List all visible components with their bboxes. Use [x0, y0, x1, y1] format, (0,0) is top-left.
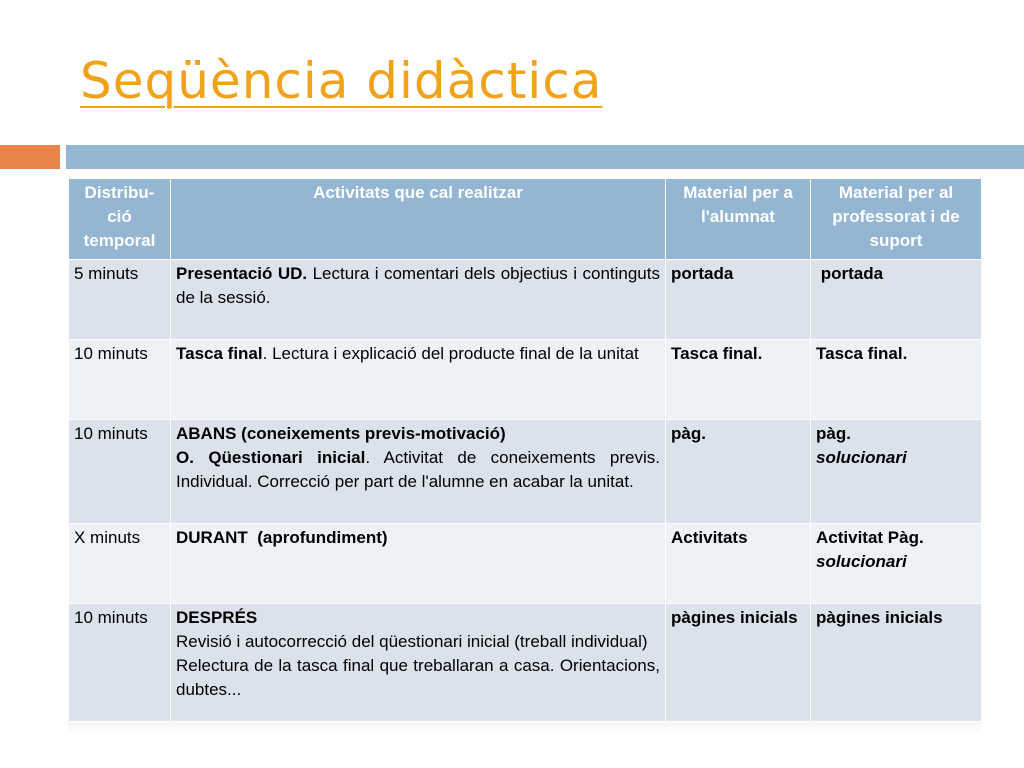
activity-heading: DURANT (aprofundiment) [176, 528, 388, 547]
activity-text: . Lectura i explicació del producte final de la unitat [262, 344, 639, 363]
teacher-material-extra: solucionari [816, 448, 907, 467]
table-row [69, 260, 982, 340]
table-row [69, 524, 982, 604]
header-teacher-material: Material per al professorat i de suport [811, 179, 982, 260]
student-material-cell: portada [666, 260, 811, 340]
accent-bar-orange [0, 145, 60, 169]
time-cell: 5 minuts [69, 260, 171, 340]
teacher-material-cell: Tasca final. [811, 340, 982, 420]
activity-text: Revisió i autocorrecció del qüestionari inicial (treball individual) [176, 632, 648, 651]
header-activities: Activitats que cal realitzar [171, 179, 666, 260]
header-time: Distribu-ció temporal [69, 179, 171, 260]
activity-cell [171, 340, 666, 420]
sequence-table [68, 178, 982, 722]
time-cell: 10 minuts [69, 604, 171, 722]
activity-title: O. Qüestionari inicial [176, 448, 366, 467]
time-cell: 10 minuts [69, 420, 171, 524]
table-shadow [68, 722, 981, 734]
activity-text: . Activitat de coneixements previs. Individual. Correcció per part de l'alumne en acabar la unitat. [176, 448, 660, 491]
teacher-material-cell: pàgines inicials [811, 604, 982, 722]
activity-text: Lectura i comentari dels objectius i continguts de la sessió. [176, 264, 660, 307]
activity-heading: ABANS (coneixements previs-motivació) [176, 424, 506, 443]
teacher-material-extra: solucionari [816, 552, 907, 571]
table-row [69, 420, 982, 524]
teacher-material-text: Activitat Pàg. [816, 528, 924, 547]
activity-cell [171, 604, 666, 722]
table-row [69, 340, 982, 420]
time-cell: X minuts [69, 524, 171, 604]
activity-text: Relectura de la tasca final que treballaran a casa. Orientacions, dubtes... [176, 656, 660, 699]
activity-heading: DESPRÉS [176, 608, 258, 627]
student-material-cell: pàgines inicials [666, 604, 811, 722]
time-cell: 10 minuts [69, 340, 171, 420]
header-student-material: Material per a l'alumnat [666, 179, 811, 260]
table-header-row [69, 179, 982, 260]
table-row [69, 604, 982, 722]
teacher-material-cell: portada [811, 260, 982, 340]
activity-title: Tasca final [176, 344, 263, 363]
activity-title: Presentació UD. [176, 264, 308, 283]
student-material-cell: pàg. [666, 420, 811, 524]
activity-cell [171, 420, 666, 524]
activity-cell [171, 260, 666, 340]
activity-cell [171, 524, 666, 604]
student-material-cell: Tasca final. [666, 340, 811, 420]
teacher-material-text: pàg. [816, 424, 851, 443]
teacher-material-cell [811, 524, 982, 604]
teacher-material-cell [811, 420, 982, 524]
student-material-cell: Activitats [666, 524, 811, 604]
page-title: Seqüència didàctica [80, 52, 603, 110]
accent-bar-blue [66, 145, 1024, 169]
